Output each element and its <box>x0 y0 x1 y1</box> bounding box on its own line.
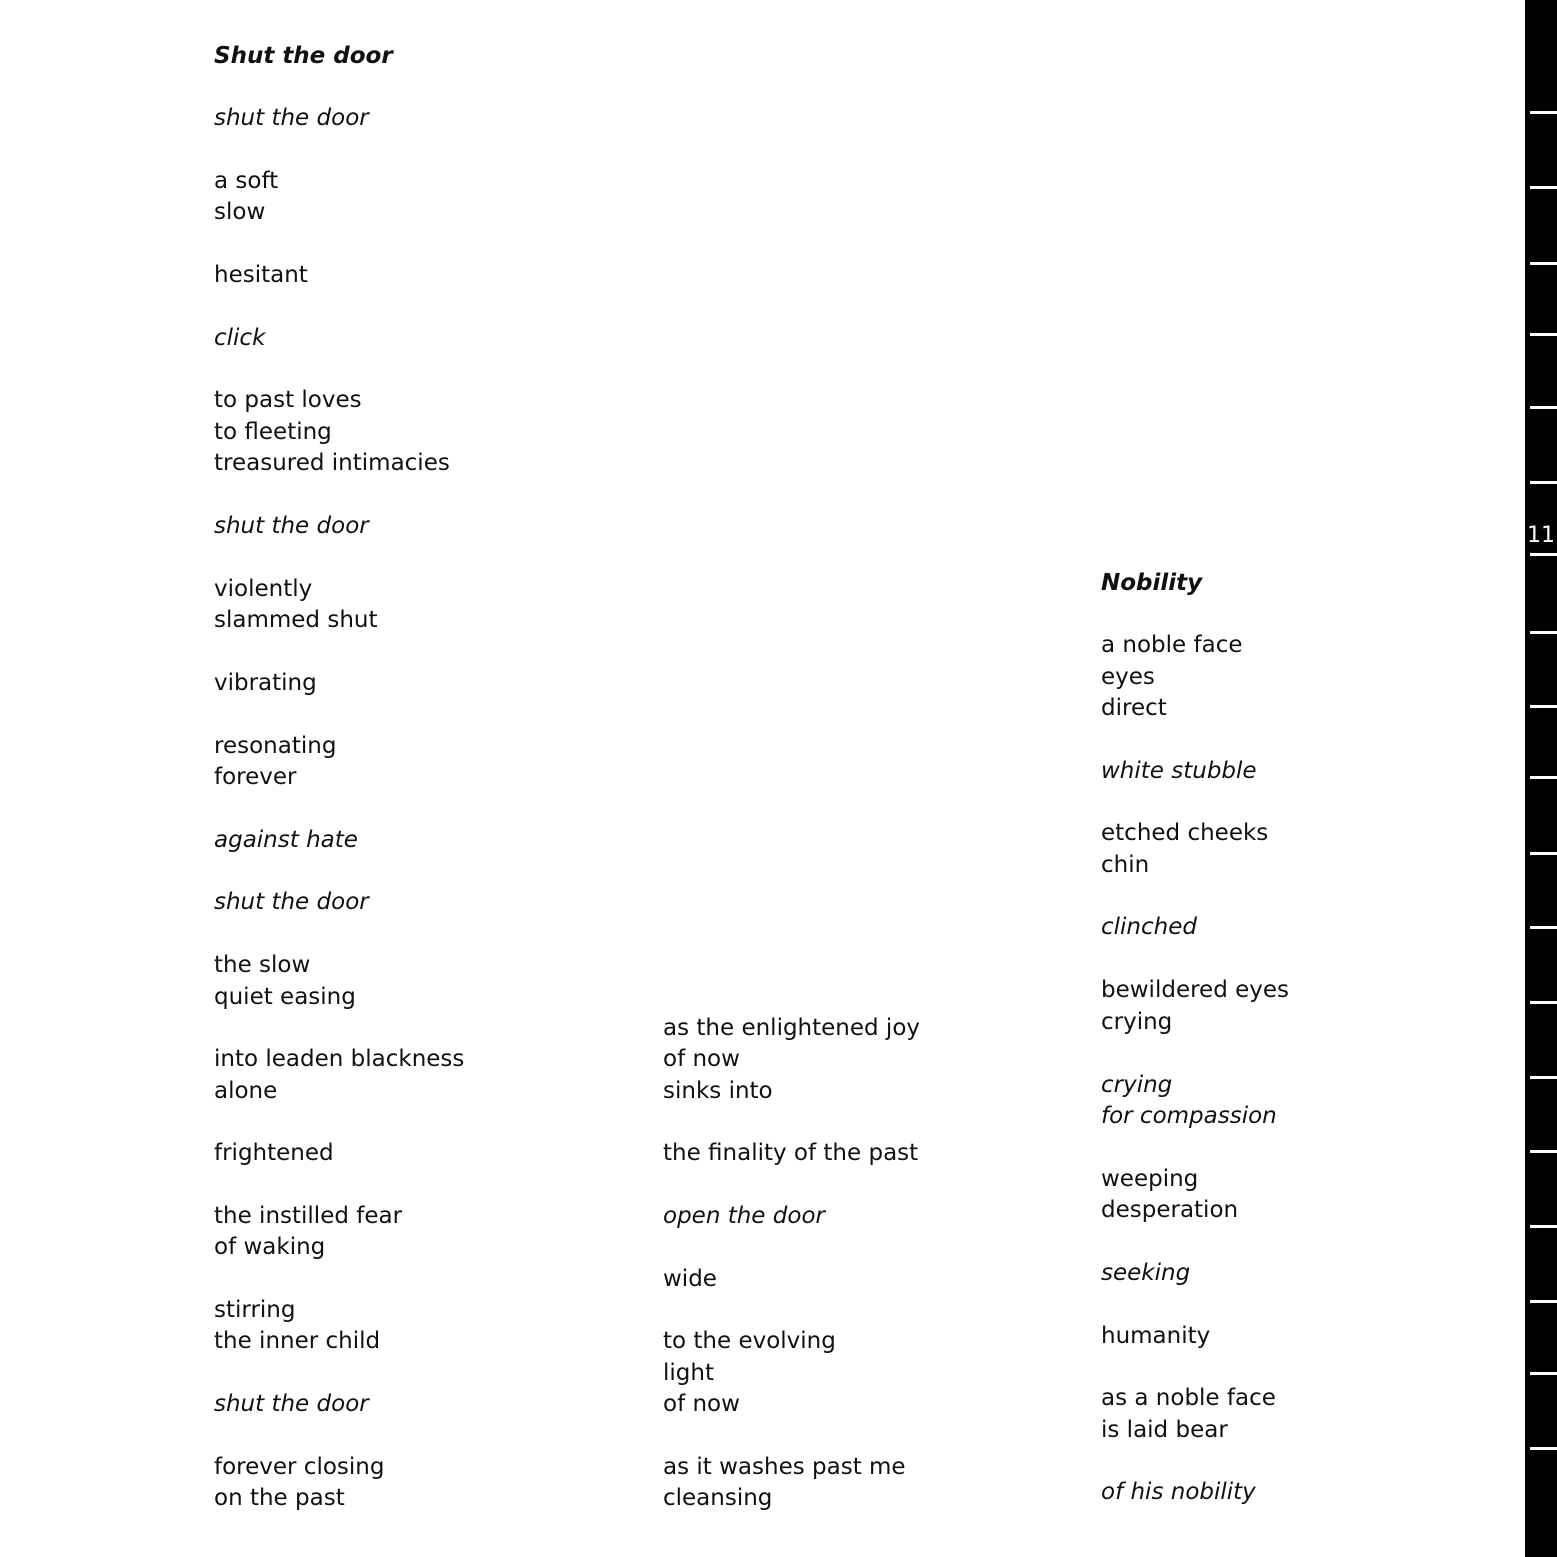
poem-line: of waking <box>214 1234 326 1260</box>
page-edge-strip <box>1525 0 1557 1557</box>
poem-line: shut the door <box>214 1391 369 1417</box>
poem-line: to past loves <box>214 387 362 413</box>
poem-line: shut the door <box>214 889 369 915</box>
poem-line: sinks into <box>663 1078 773 1104</box>
ruler-tick <box>1530 1300 1557 1303</box>
poem-line: of now <box>663 1046 740 1072</box>
poem-line: for compassion <box>1101 1103 1277 1129</box>
poem-line: resonating <box>214 733 337 759</box>
ruler-tick <box>1530 262 1557 265</box>
poem-line: shut the door <box>214 105 369 131</box>
poem-line: of now <box>663 1391 740 1417</box>
poem-line: eyes <box>1101 664 1155 690</box>
ruler-tick <box>1530 1001 1557 1004</box>
poem-line: a noble face <box>1101 632 1243 658</box>
poem-line: etched cheeks <box>1101 820 1269 846</box>
poem-line: violently <box>214 576 313 602</box>
ruler-tick <box>1530 186 1557 189</box>
poem-line: frightened <box>214 1140 334 1166</box>
poem-line: slow <box>214 199 266 225</box>
poem-title: Shut the door <box>214 43 393 69</box>
ruler-tick <box>1530 926 1557 929</box>
ruler-tick <box>1530 406 1557 409</box>
ruler-tick <box>1530 1076 1557 1079</box>
poem-line: chin <box>1101 852 1150 878</box>
poem-line: humanity <box>1101 1323 1211 1349</box>
ruler-tick <box>1530 1447 1557 1450</box>
ruler-tick <box>1530 776 1557 779</box>
poem-line: weeping <box>1101 1166 1199 1192</box>
poem-line: vibrating <box>214 670 317 696</box>
poem-line: as a noble face <box>1101 1385 1276 1411</box>
poem-line: of his nobility <box>1101 1479 1256 1505</box>
poem-title: Nobility <box>1101 570 1203 596</box>
poem-line: wide <box>663 1266 717 1292</box>
poem-line: to fleeting <box>214 419 332 445</box>
page-number: 11 <box>1527 523 1555 548</box>
poem-line: crying <box>1101 1072 1173 1098</box>
poem-line: click <box>214 325 266 351</box>
poem-line: hesitant <box>214 262 308 288</box>
poem-line: the slow <box>214 952 311 978</box>
poem-line: quiet easing <box>214 984 356 1010</box>
poem-line: as it washes past me <box>663 1454 906 1480</box>
poem-line: into leaden blackness <box>214 1046 465 1072</box>
poem-line: forever <box>214 764 297 790</box>
poem-line: light <box>663 1360 714 1386</box>
poem-line: white stubble <box>1101 758 1257 784</box>
poem-line: on the past <box>214 1485 345 1511</box>
poem-line: shut the door <box>214 513 369 539</box>
poem-line: bewildered eyes <box>1101 977 1289 1003</box>
poem-line: slammed shut <box>214 607 378 633</box>
poem-line: direct <box>1101 695 1167 721</box>
poem-line: forever closing <box>214 1454 385 1480</box>
poem-line: the instilled fear <box>214 1203 403 1229</box>
poem-line: to the evolving <box>663 1328 836 1354</box>
poem-line: the inner child <box>214 1328 381 1354</box>
poem-line: cleansing <box>663 1485 773 1511</box>
ruler-tick <box>1530 631 1557 634</box>
ruler-tick <box>1530 1225 1557 1228</box>
ruler-tick <box>1530 333 1557 336</box>
poem-line: a soft <box>214 168 279 194</box>
ruler-tick <box>1530 1372 1557 1375</box>
poem-line: alone <box>214 1078 278 1104</box>
ruler-tick <box>1530 553 1557 556</box>
poem-line: open the door <box>663 1203 825 1229</box>
poem-line: stirring <box>214 1297 296 1323</box>
ruler-tick <box>1530 481 1557 484</box>
ruler-tick <box>1530 705 1557 708</box>
poem-line: crying <box>1101 1009 1173 1035</box>
ruler-tick <box>1530 111 1557 114</box>
poem-line: against hate <box>214 827 358 853</box>
poem-line: desperation <box>1101 1197 1239 1223</box>
poem-line: is laid bear <box>1101 1417 1228 1443</box>
poem-line: the finality of the past <box>663 1140 919 1166</box>
ruler-tick <box>1530 852 1557 855</box>
poem-line: clinched <box>1101 914 1197 940</box>
poem-line: treasured intimacies <box>214 450 450 476</box>
poem-line: as the enlightened joy <box>663 1015 921 1041</box>
poem-line: seeking <box>1101 1260 1191 1286</box>
ruler-tick <box>1530 1150 1557 1153</box>
